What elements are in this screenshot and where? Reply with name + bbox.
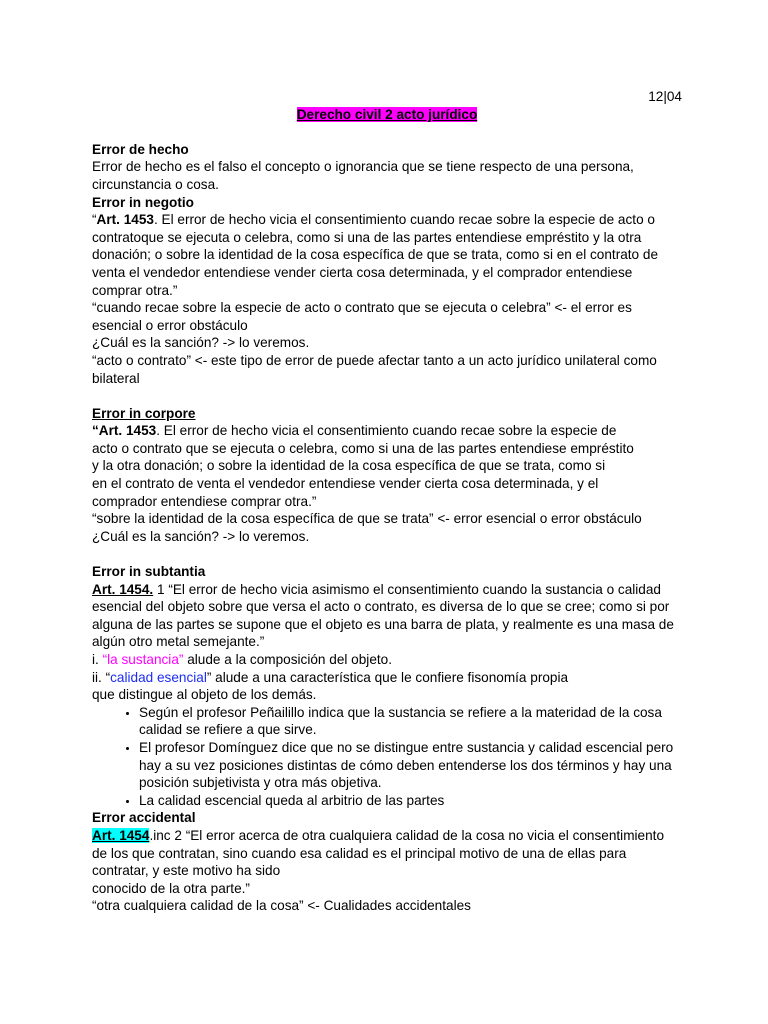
heading-error-in-corpore: Error in corpore: [92, 405, 196, 421]
bullet-list: [92, 704, 682, 810]
article-reference: Art. 1454.: [92, 581, 154, 597]
paragraph-note: “sobre la identidad de la cosa específica de que se trata” <- error esencial o error obstáculo: [92, 511, 642, 527]
list-item-ii: ii. “calidad esencial” alude a una característica que le confiere fisonomía propia que distingue al objeto de los demás.: [92, 669, 569, 703]
highlighted-term: “la sustancia”: [102, 652, 184, 667]
bullet-item: • La calidad escencial queda al arbitrio de las partes: [139, 792, 682, 810]
paragraph-art-1453-corpore: “Art. 1453. El error de hecho vicia el consentimiento cuando recae sobre la especie de acto o contrato que se ejecuta o celebra, como si una de las partes entendiese empréstito y la otra donación; o sobre la identidad de la cosa específica de que se trata, como si en el contrato de venta el vendedor entendiese vender cierta cosa determinada, y el comprador entendiese comprar otra.”: [92, 423, 634, 509]
bullet-item: • Según el profesor Peñailillo indica que la sustancia se refiere a la materidad de la cosa calidad se refiere a que sirve.: [139, 704, 682, 739]
paragraph-sanction: ¿Cuál es la sanción? -> lo veremos.: [92, 528, 310, 544]
heading-error-de-hecho: Error de hecho: [92, 141, 189, 157]
article-reference: Art. 1453: [96, 212, 154, 228]
date-label: 12|04: [648, 89, 682, 104]
paragraph-note: “cuando recae sobre la especie de acto o contrato que se ejecuta o celebra” <- el error es esencial o error obstáculo: [92, 300, 632, 333]
article-reference: “Art. 1453: [92, 423, 157, 439]
highlighted-term: calidad esencial: [110, 669, 207, 685]
title-text: Derecho civil 2 acto jurídico: [296, 106, 478, 122]
paragraph-art-1453-negotio: “Art. 1453. El error de hecho vicia el consentimiento cuando recae sobre la especie de acto o contratoque se ejecuta o celebra, como si una de las partes entendiese empréstito y la otra donación; o sobre la identidad de la cosa específica de que se trata, como si en el contrato de venta el vendedor entendiese vender cierta cosa determinada, y el comprador entendiese comprar otra.”: [92, 212, 659, 298]
heading-error-in-subtantia: Error in subtantia: [92, 564, 206, 580]
paragraph-note: “acto o contrato” <- este tipo de error de puede afectar tanto a un acto jurídico unilateral como bilateral: [92, 352, 657, 386]
paragraph-definition: Error de hecho es el falso el concepto o ignorancia que se tiene respecto de una persona, circunstancia o cosa.: [92, 159, 634, 192]
list-item-i: i. “la sustancia” alude a la composición del objeto.: [92, 652, 392, 667]
paragraph-sanction: ¿Cuál es la sanción? -> lo veremos.: [92, 335, 310, 351]
paragraph-art-1454-inc2: Art. 1454.inc 2 “El error acerca de otra cualquiera calidad de la cosa no vicia el consentimiento de los que contratan, sino cuando esa calidad es el principal motivo de una de ellas para contratar, y este motivo ha sido conocido de la otra parte.”: [92, 827, 665, 896]
paragraph-art-1454: Art. 1454. 1 “El error de hecho vicia asimismo el consentimiento cuando la sustancia o calidad esencial del objeto sobre que versa el acto o contrato, es diversa de lo que se cree; como si por alguna de las partes se supone que el objeto es una barra de plata, y realmente es una masa de algún otro metal semejante.”: [92, 581, 674, 650]
heading-error-in-negotio: Error in negotio: [92, 194, 194, 210]
bullet-item: • El profesor Domínguez dice que no se distingue entre sustancia y calidad escencial pero hay a su vez posiciones distintas de cómo deben entenderse los dos términos y hay una posición subjetivista y otra más objetiva.: [139, 739, 682, 792]
document-title: [92, 106, 682, 124]
article-reference: Art. 1454: [92, 827, 150, 843]
document-page: [92, 88, 682, 915]
heading-error-accidental: Error accidental: [92, 810, 196, 826]
paragraph-note: “otra cualquiera calidad de la cosa” <- Cualidades accidentales: [92, 898, 471, 914]
